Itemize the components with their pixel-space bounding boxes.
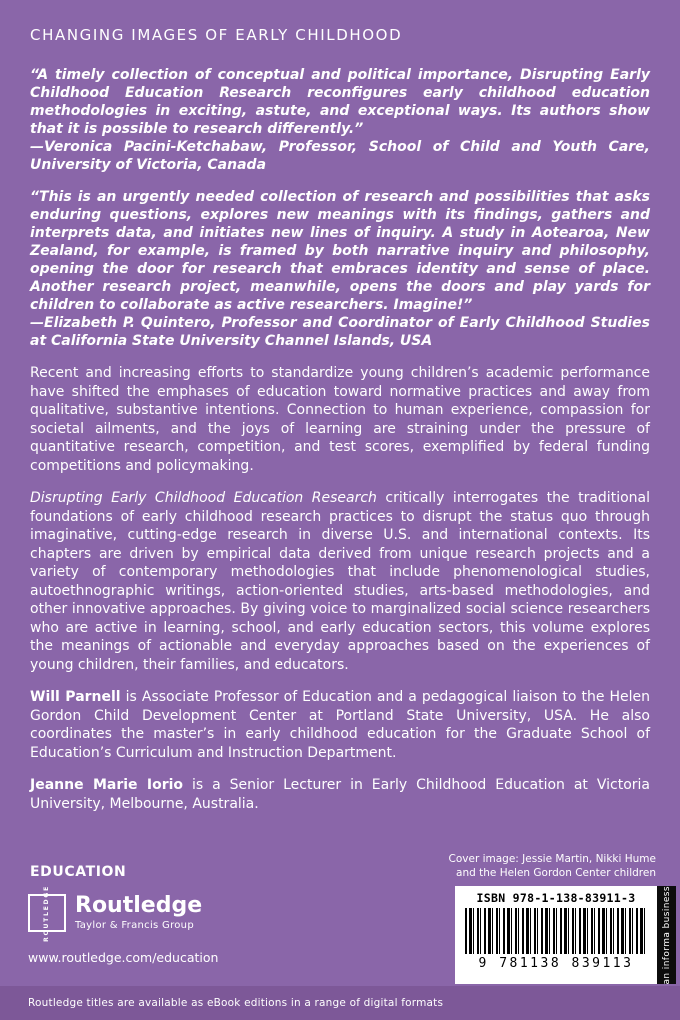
isbn-digits: 9 781138 839113	[478, 956, 634, 971]
quote-text: “A timely collection of conceptual and political importance, Disrupting Early Childhood Education Research reconfigures early childhood education methodologies in exciting, astute, and exceptional ways. Its authors show that it is possible to research differently.”	[30, 67, 650, 137]
synopsis-paragraph: Recent and increasing efforts to standardize young children’s academic performance have shifted the emphases of education toward normative practices and away from qualitative, substantive intentions. Connection to human experience, compassion for societal ailments, and the joys of learning are straining under the pressure of quantitative research, competition, and test scores, exemplified by federal funding competitions and policymaking.	[30, 365, 650, 474]
footer-meta-row	[0, 852, 680, 886]
footer-strip	[0, 986, 680, 1020]
publisher-wordmark	[75, 895, 202, 931]
synopsis-text: critically interrogates the traditional foundations of early childhood research practices to disrupt the status quo through imaginative, cutting-edge research in diverse U.S. and international contexts. Its chapters are driven by empirical data derived from unique research projects and a variety of contemporary methodologies that include phenomenological studies, autoethnographic writings, action-oriented studies, arts-based methodologies, and other innovative approaches. By giving voice to marginalized social science researchers who are active in learning, school, and early education sectors, this volume explores the meanings of actionable and everyday approaches based on the experiences of young children, their families, and educators.	[30, 490, 650, 673]
barcode	[455, 886, 676, 984]
book-title-inline: Disrupting Early Childhood Education Research	[30, 490, 377, 506]
cover-credit-line: Cover image: Jessie Martin, Nikki Hume	[448, 852, 656, 865]
endorsement-quote	[30, 66, 650, 174]
quote-attribution: —Veronica Pacini-Ketchabaw, Professor, School of Child and Youth Care, University of Victoria, Canada	[30, 139, 650, 173]
barcode-box	[455, 886, 657, 984]
barcode-bars	[465, 908, 647, 954]
author-name: Will Parnell	[30, 689, 121, 705]
publisher-website: www.routledge.com/education	[28, 950, 219, 965]
isbn-label: ISBN 978-1-138-83911-3	[476, 891, 636, 905]
category-label: EDUCATION	[30, 864, 127, 880]
cover-credit	[449, 852, 656, 880]
author-bio-text: is Associate Professor of Education and a pedagogical liaison to the Helen Gordon Child Development Center at Portland State University, USA. He also coordinates the master’s in early childhood education for the Graduate School of Education’s Curriculum and Instruction Department.	[30, 689, 650, 761]
publisher-and-barcode-area	[0, 886, 680, 986]
endorsement-quote	[30, 188, 650, 350]
informa-business-strip	[657, 886, 676, 984]
author-name: Jeanne Marie Iorio	[30, 777, 184, 793]
author-bio	[30, 688, 650, 762]
author-bio	[30, 776, 650, 813]
quote-text: “This is an urgently needed collection of research and possibilities that asks enduring questions, explores new meanings with its findings, gathers and interprets data, and initiates new lines of inquiry. A study in Aotearoa, New Zealand, for example, is framed by both narrative inquiry and philosophy, opening the door for research that embraces identity and sense of place. Another research project, meanwhile, opens the doors and play yards for children to collaborate as active researchers. Imagine!”	[30, 189, 650, 313]
informa-business-label: an informa business	[661, 886, 672, 985]
cover-credit-line: and the Helen Gordon Center children	[456, 866, 656, 879]
routledge-logo-mark	[28, 884, 66, 942]
series-title: CHANGING IMAGES OF EARLY CHILDHOOD	[30, 26, 403, 44]
routledge-wordmark: Routledge	[75, 893, 203, 918]
routledge-logo-vertical-text: ROUTLEDGE	[43, 884, 50, 942]
synopsis-paragraph	[30, 489, 650, 674]
author-bio-text: is a Senior Lecturer in Early Childhood Education at Victoria University, Melbourne, Australia.	[30, 777, 650, 812]
taylor-francis-group-label: Taylor & Francis Group	[75, 920, 194, 931]
quote-attribution: —Elizabeth P. Quintero, Professor and Coordinator of Early Childhood Studies at California State University Channel Islands, USA	[30, 315, 650, 349]
ebook-notice: Routledge titles are available as eBook editions in a range of digital formats	[28, 997, 444, 1009]
publisher-logo	[28, 884, 203, 942]
